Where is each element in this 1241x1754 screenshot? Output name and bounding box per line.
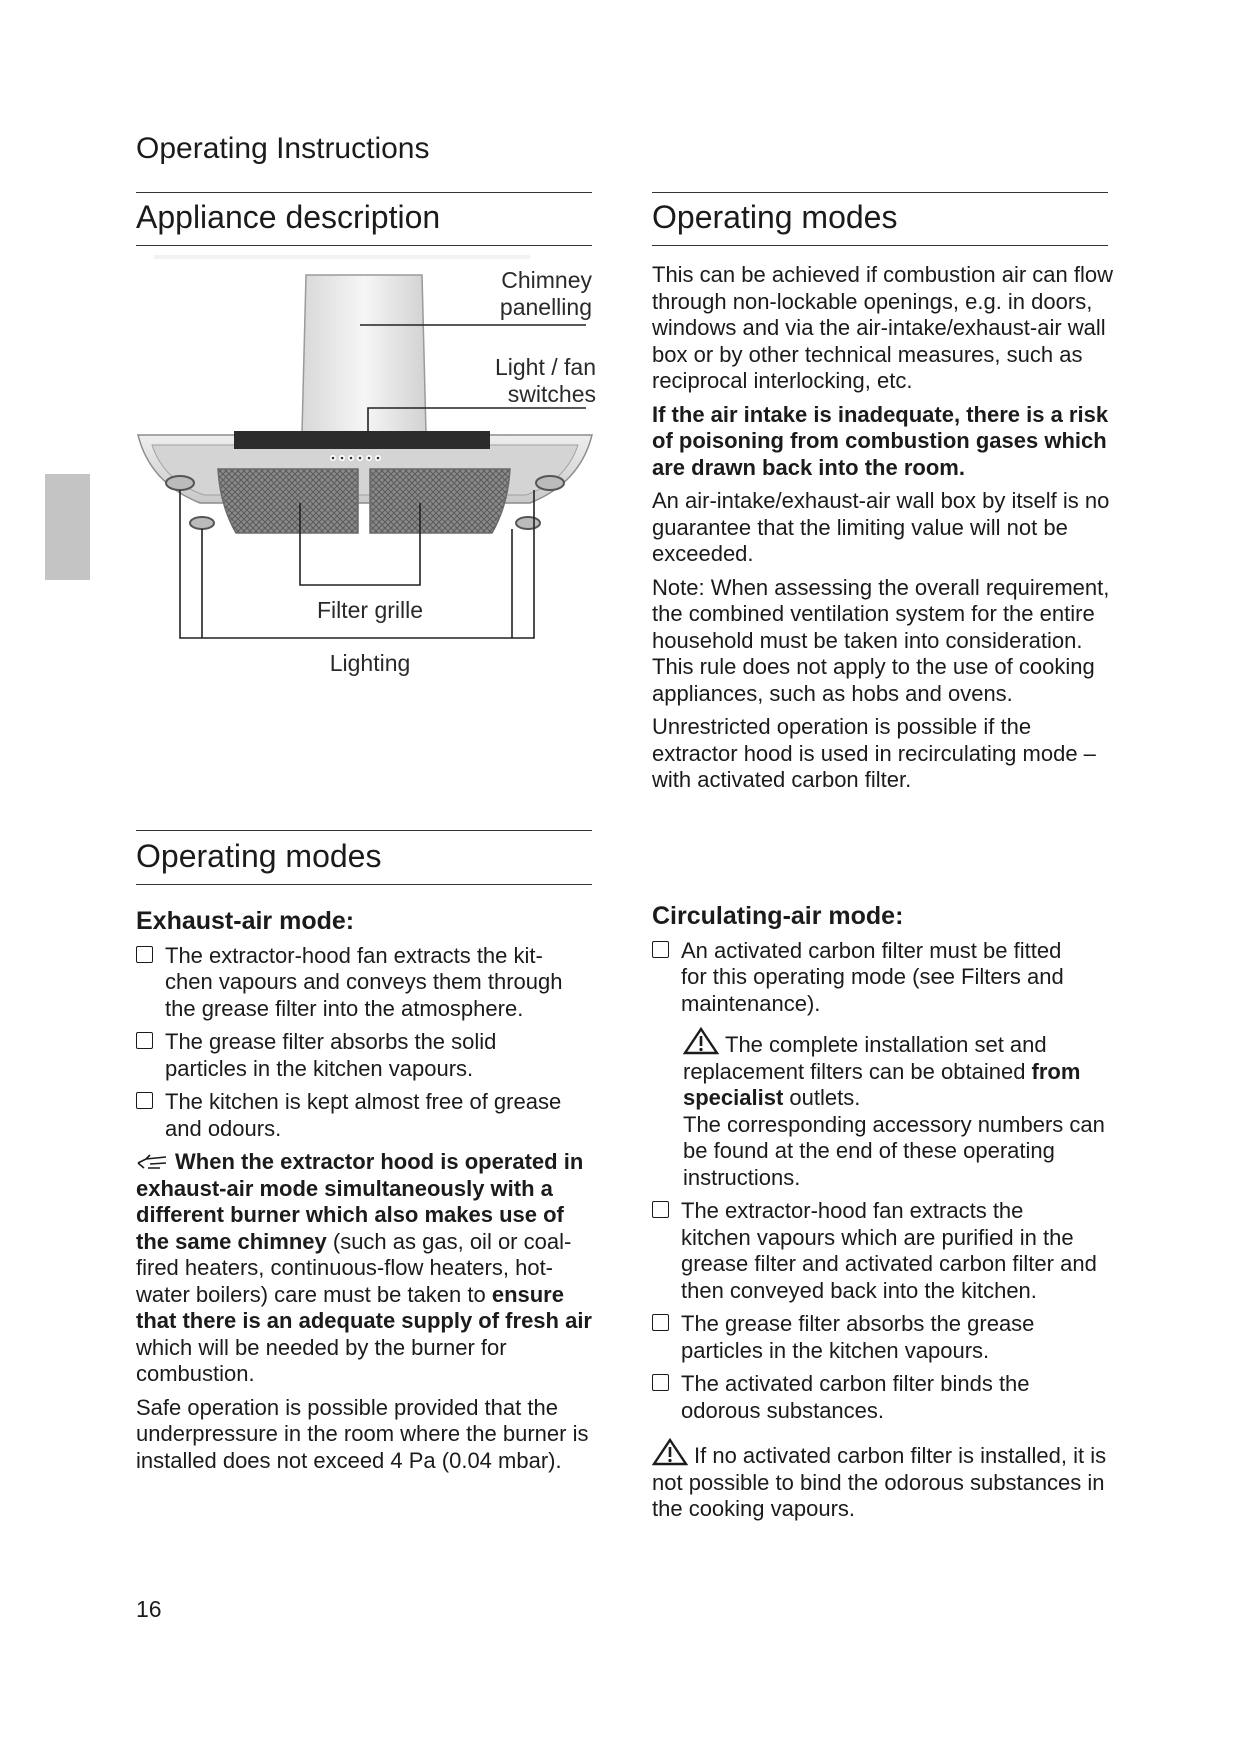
installation-set-note: The complete installation set and replacement filters can be obtained from specialist outlets. The corresponding accessory numbers can be found at the end of these operating instructions. [652,1027,1114,1191]
checkbox-bullet-icon [652,1314,669,1331]
checkbox-bullet-icon [136,1032,153,1049]
checkbox-bullet-icon [652,941,669,958]
checkbox-bullet-icon [652,1201,669,1218]
divider [136,830,592,831]
light-right-top [536,476,564,490]
wall-box-text: An air-intake/exhaust-air wall box by itself is no guarantee that the limiting value will not be exceeded. [652,488,1110,566]
carbon-filter-warning: If no activated carbon filter is installed, it is not possible to bind the odorous substances in the cooking vapours. [652,1438,1114,1523]
section-title-operating-modes-right: Operating modes [652,199,898,235]
right-column-lower-text [652,903,1114,1530]
label-filter-grille: Filter grille [316,597,424,623]
light-left-top [166,476,194,490]
divider [136,192,592,193]
safe-operation-text: Safe operation is possible provided that the underpressure in the room where the burner is installed does not exceed 4 Pa (0.04 mbar). [136,1394,589,1473]
right-column-upper-text [652,262,1114,801]
list-item: The activated carbon filter binds the odorous substances. [652,1371,1114,1424]
circulating-mode-heading: Circulating-air mode: [652,902,904,930]
light-left-bottom [190,517,214,529]
label-chimney: Chimney panelling [499,267,592,320]
label-switches: Light / fan switches [494,354,596,407]
poison-warning: If the air intake is inadequate, there is a risk of poisoning from combustion gases which are drawn back into the room. [652,401,1109,480]
side-tab-marker [45,474,90,580]
checkbox-bullet-icon [652,1374,669,1391]
left-column-text [136,908,598,1481]
section-title-operating-modes-left: Operating modes [136,838,382,874]
recirculating-text: Unrestricted operation is possible if the extractor hood is used in recirculating mode – with activated carbon filter. [652,714,1096,792]
divider [652,192,1108,193]
combustion-air-text: This can be achieved if combustion air can flow through non-lockable openings, e.g. in doors, windows and via the air-intake/exhaust-air wall box or by other technical measures, such as reciprocal interlocking, etc. [652,262,1114,393]
light-right-bottom [516,517,540,529]
filter-grille-left [218,469,358,533]
list-item: An activated carbon filter must be fitted for this operating mode (see Filters and maintenance). [652,938,1114,1018]
page-header: Operating Instructions [136,132,430,165]
list-item: The grease filter absorbs the solid particles in the kitchen vapours. [136,1029,598,1082]
list-item: The kitchen is kept almost free of grease and odours. [136,1089,598,1142]
ventilation-note: Note: When assessing the overall requirement, the combined ventilation system for the entire household must be taken into consideration. This rule does not apply to the use of cooking appliances, such as hobs and ovens. [652,574,1110,706]
divider [652,245,1108,246]
page-number: 16 [136,1596,162,1622]
divider [136,884,592,885]
exhaust-mode-heading: Exhaust-air mode: [136,907,355,935]
list-item: The extractor-hood fan extracts the kit- chen vapours and conveys them through the grease filter into the atmosphere. [136,943,598,1023]
label-lighting: Lighting [329,650,411,676]
divider [136,245,592,246]
list-item: The extractor-hood fan extracts the kitchen vapours which are purified in the grease filter and activated carbon filter and then conveyed back into the kitchen. [652,1198,1114,1304]
pointing-hand-icon [136,1151,172,1171]
accessory-numbers-text: The corresponding accessory numbers can be found at the end of these operating instructions. [683,1111,1105,1190]
warning-triangle-icon [683,1027,719,1055]
warning-triangle-icon [652,1438,688,1466]
section-title-appliance: Appliance description [136,199,441,235]
list-item: The grease filter absorbs the grease particles in the kitchen vapours. [652,1311,1114,1364]
checkbox-bullet-icon [136,946,153,963]
chimney-shape [302,275,426,433]
checkbox-bullet-icon [136,1092,153,1109]
chimney-note: When the extractor hood is operated in exhaust-air mode simultaneously with a different burner which also makes use of the same chimney (such as gas, oil or coal-fired heaters, continuous-flow heaters, hot-water boilers) care must be taken to ensure that there is an adequate supply of fresh air which will be needed by the burner for combustion. [136,1149,592,1386]
filter-grille-right [370,469,510,533]
